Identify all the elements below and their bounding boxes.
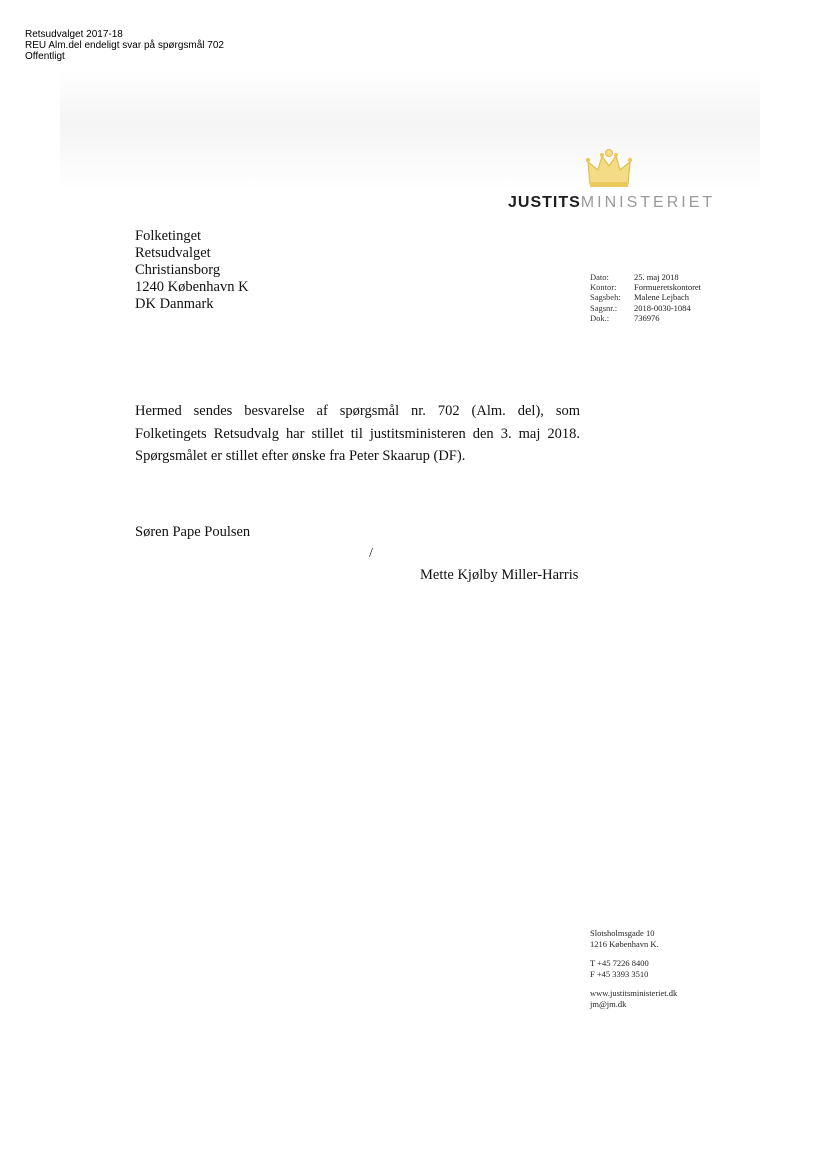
recipient-address (135, 228, 249, 313)
meta-label: Sagsnr.: (590, 302, 618, 313)
footer-email-link[interactable]: jm@jm.dk (590, 998, 627, 1009)
meta-label: Kontor: (590, 282, 617, 293)
meta-row-document (590, 313, 701, 323)
ministry-logo (508, 194, 715, 212)
address-line: Christiansborg (135, 262, 221, 278)
footer-fax: F +45 3393 3510 (590, 968, 649, 979)
logo-text-light: MINISTERIET (580, 194, 716, 211)
stamp-status: Offentligt (25, 51, 65, 62)
minister-name: Søren Pape Poulsen (135, 524, 251, 540)
meta-row-date (590, 272, 701, 282)
footer-website-link[interactable]: www.justitsministeriet.dk (590, 988, 678, 998)
scan-artifact (60, 70, 760, 190)
address-line: DK Danmark (135, 296, 214, 312)
meta-row-office (590, 282, 701, 292)
address-line: 1240 København K (135, 279, 249, 295)
address-line: Retsudvalget (135, 245, 211, 261)
meta-label: Dato: (590, 272, 609, 282)
meta-value: Formueretskontoret (634, 282, 702, 293)
footer-city: 1216 København K. (590, 938, 659, 949)
meta-value: Malene Lejbach (634, 292, 689, 303)
ministry-contact (590, 928, 677, 1009)
meta-value: 736976 (634, 312, 660, 323)
meta-label: Sagsbeh: (590, 292, 621, 303)
crown-icon (584, 146, 634, 190)
meta-value: 2018-0030-1084 (634, 302, 691, 313)
signature-separator: / (369, 546, 373, 561)
letter-body: Hermed sendes besvarelse af spørgsmål nr. 702 (Alm. del), som Folketingets Retsudvalg har stillet til justitsministeren den 3. maj 2018. Spørgsmålet er stillet efter ønske fra Peter Skaarup (DF). (135, 403, 580, 464)
meta-value: 25. maj 2018 (634, 272, 679, 282)
meta-label: Dok.: (590, 312, 610, 323)
document-stamp (25, 29, 224, 62)
meta-row-handler (590, 292, 701, 302)
address-line: Folketinget (135, 228, 202, 244)
meta-row-case-number (590, 303, 701, 313)
stamp-committee: Retsudvalget 2017-18 (25, 29, 123, 40)
logo-text-bold: JUSTITS (508, 194, 581, 211)
official-name: Mette Kjølby Miller-Harris (420, 567, 579, 583)
footer-phone: T +45 7226 8400 (590, 958, 649, 968)
case-metadata (590, 272, 701, 323)
footer-street: Slotsholmsgade 10 (590, 928, 655, 938)
stamp-reference: REU Alm.del endeligt svar på spørgsmål 702 (25, 40, 224, 51)
